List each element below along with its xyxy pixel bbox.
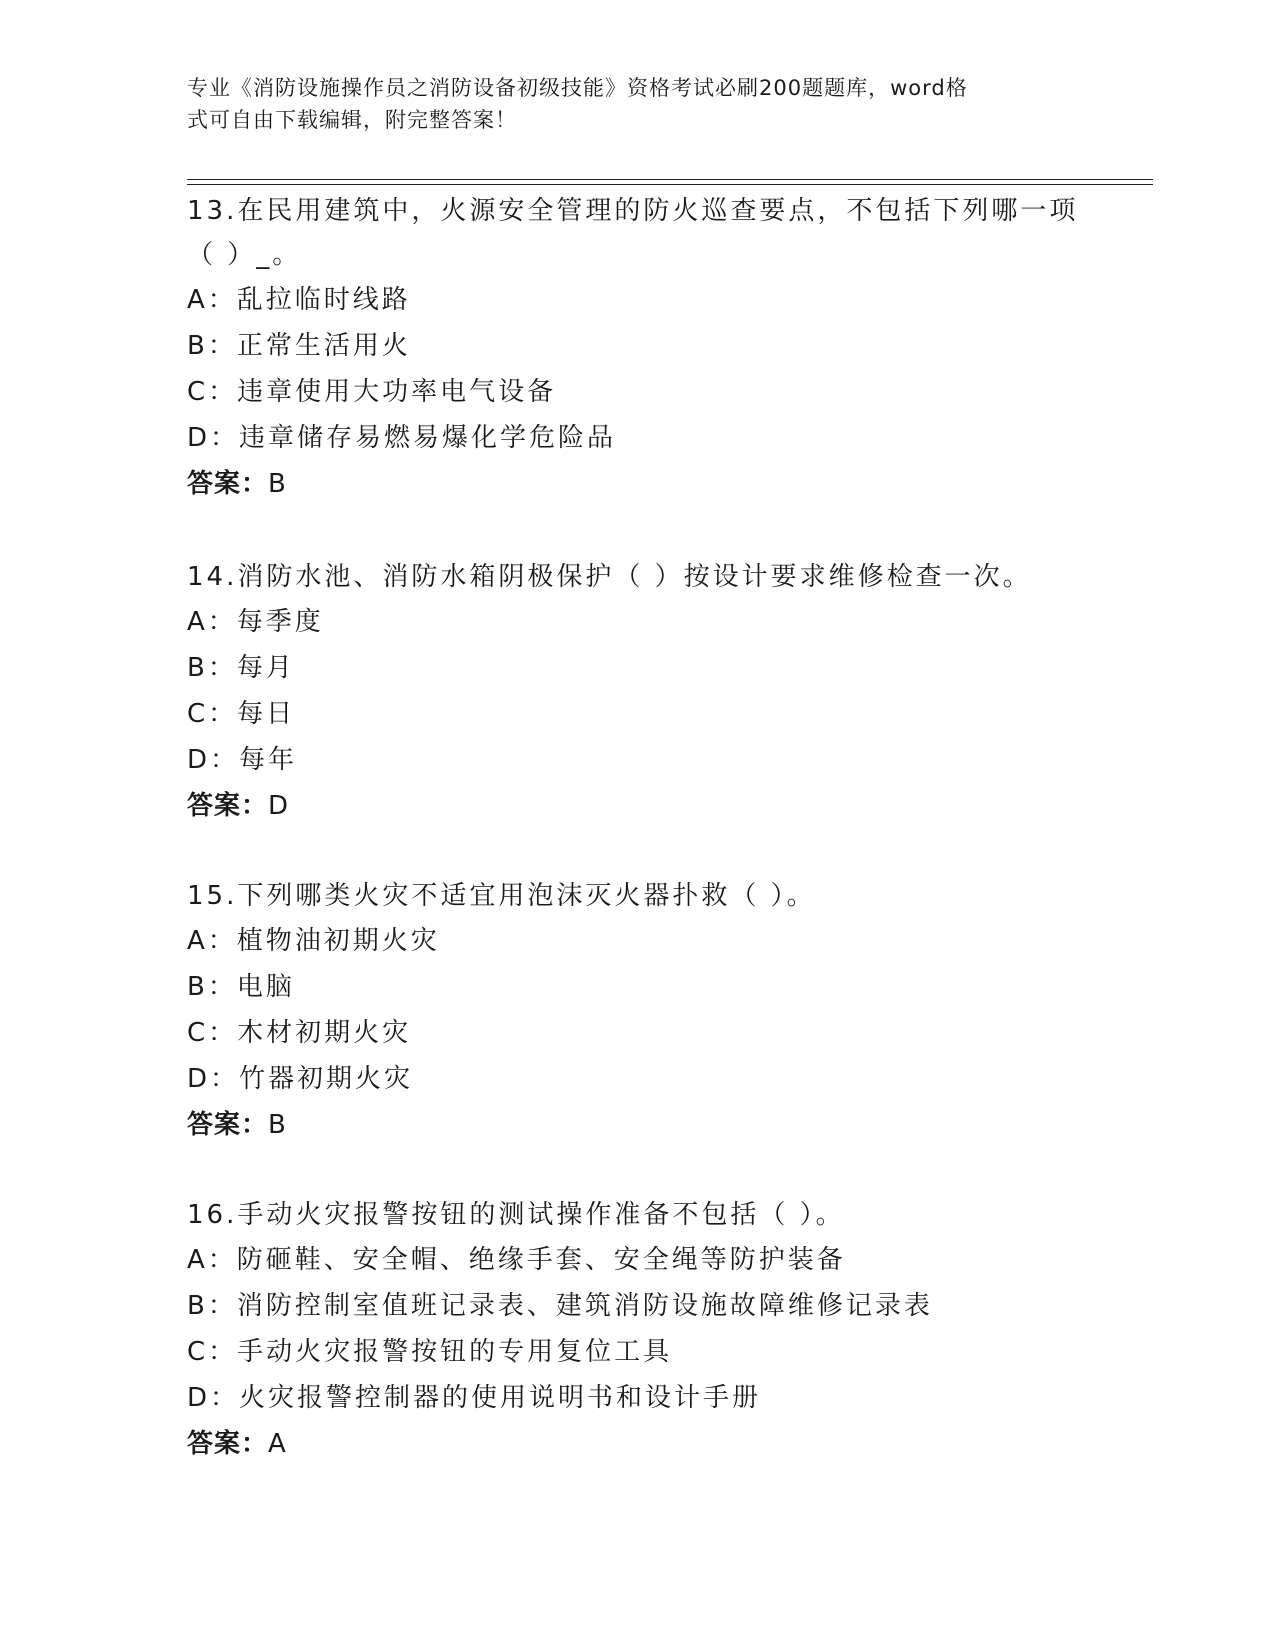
answer xyxy=(187,1421,1087,1467)
option-a: A：乱拉临时线路 xyxy=(187,285,411,315)
option-c: C：手动火灾报警按钮的专用复位工具 xyxy=(187,1337,673,1367)
answer-label: 答案： xyxy=(187,1429,269,1459)
option-a: A：防砸鞋、安全帽、绝缘手套、安全绳等防护装备 xyxy=(187,1245,846,1275)
option-c: C：木材初期火灾 xyxy=(187,1018,412,1048)
answer-value: B xyxy=(268,469,287,499)
header-line-2: 式可自由下载编辑，附完整答案！ xyxy=(187,108,517,132)
question-14 xyxy=(187,555,1087,829)
answer-label: 答案： xyxy=(187,469,269,499)
question-stem-continued: （ ）_。 xyxy=(187,240,302,270)
answer xyxy=(187,783,1087,829)
header-line-1: 专业《消防设施操作员之消防设备初级技能》资格考试必刷200题题库，word格 xyxy=(187,76,968,100)
question-stem: 16.手动火灾报警按钮的测试操作准备不包括（ ）。 xyxy=(187,1200,845,1230)
header-divider-top xyxy=(187,179,1153,180)
answer-label: 答案： xyxy=(187,1110,269,1140)
option-b: B：消防控制室值班记录表、建筑消防设施故障维修记录表 xyxy=(187,1291,933,1321)
question-13 xyxy=(187,189,1087,507)
option-b: B：正常生活用火 xyxy=(187,331,411,361)
answer xyxy=(187,1102,1087,1148)
answer-value: A xyxy=(268,1429,287,1459)
answer-value: B xyxy=(268,1110,287,1140)
document-header xyxy=(187,72,1067,136)
option-b: B：电脑 xyxy=(187,972,295,1002)
question-stem: 15.下列哪类火灾不适宜用泡沫灭火器扑救（ ）。 xyxy=(187,881,816,911)
option-b: B：每月 xyxy=(187,653,295,683)
header-divider-bottom xyxy=(187,184,1153,185)
option-a: A：每季度 xyxy=(187,607,324,637)
question-15 xyxy=(187,874,1087,1148)
answer-value: D xyxy=(268,791,290,821)
option-d: D：竹器初期火灾 xyxy=(187,1064,414,1094)
option-d: D：违章储存易燃易爆化学危险品 xyxy=(187,423,617,453)
answer xyxy=(187,461,1087,507)
question-stem: 13.在民用建筑中，火源安全管理的防火巡查要点，不包括下列哪一项 xyxy=(187,196,1079,226)
question-16 xyxy=(187,1193,1087,1467)
answer-label: 答案： xyxy=(187,791,269,821)
option-c: C：每日 xyxy=(187,699,296,729)
option-c: C：违章使用大功率电气设备 xyxy=(187,377,557,407)
question-stem: 14.消防水池、消防水箱阴极保护（ ）按设计要求维修检查一次。 xyxy=(187,562,1032,592)
option-d: D：火灾报警控制器的使用说明书和设计手册 xyxy=(187,1383,762,1413)
option-a: A：植物油初期火灾 xyxy=(187,926,440,956)
option-d: D：每年 xyxy=(187,745,298,775)
